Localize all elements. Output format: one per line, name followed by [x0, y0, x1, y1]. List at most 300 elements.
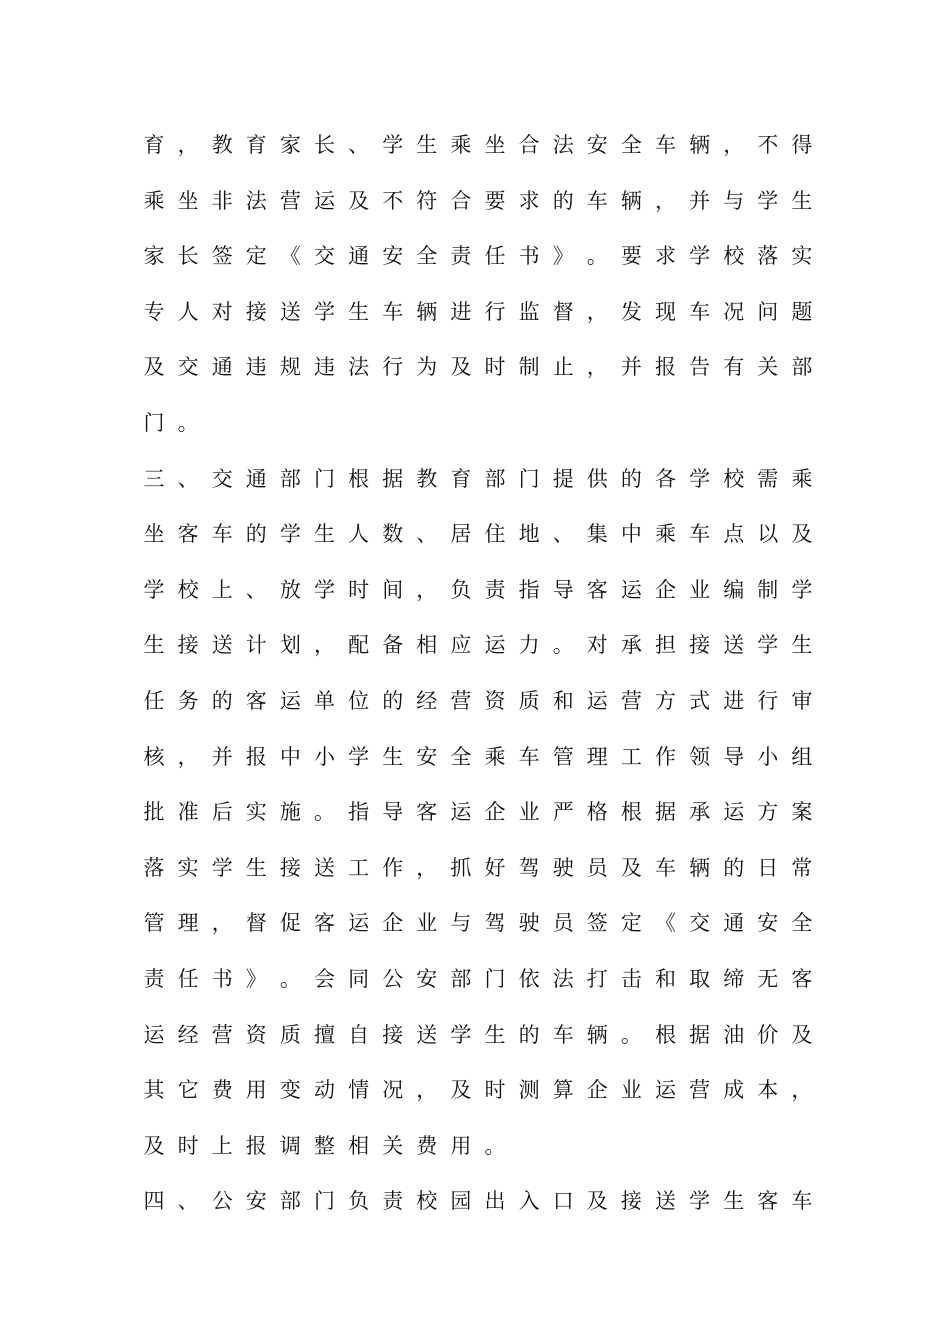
text-char: 作 — [655, 744, 676, 769]
text-char: 变 — [279, 1078, 301, 1103]
text-char: 接 — [689, 633, 711, 658]
text-char: 安 — [245, 1189, 267, 1214]
text-char: 签 — [211, 244, 233, 269]
text-char: 运 — [348, 911, 370, 936]
text-char: 乘 — [484, 744, 506, 769]
text-char: 责 — [450, 244, 472, 269]
text-char: 生 — [723, 1189, 745, 1214]
text-char: 根 — [348, 466, 370, 491]
text-char: 长 — [314, 133, 335, 157]
text-char: 运 — [143, 1022, 165, 1047]
text-char: 成 — [723, 1078, 745, 1103]
text-char: 辆 — [620, 188, 642, 213]
text-char: 责 — [484, 577, 506, 602]
text-char: 严 — [552, 800, 574, 825]
text-char: 车 — [518, 744, 540, 769]
text-char: 门 — [518, 466, 540, 491]
text-char: 门 — [484, 966, 506, 991]
text-char: 学 — [689, 466, 711, 491]
text-line — [144, 1127, 824, 1183]
text-line — [144, 237, 824, 293]
text-char: 运 — [314, 188, 335, 213]
text-char: 生 — [348, 299, 370, 324]
text-char: 担 — [655, 633, 676, 658]
text-char: 需 — [757, 466, 779, 491]
text-char: 。 — [620, 1022, 642, 1047]
text-char: 规 — [279, 355, 301, 380]
text-char: 进 — [723, 688, 745, 713]
text-char: 生 — [791, 633, 813, 658]
text-line — [144, 571, 824, 627]
text-char: 生 — [484, 1022, 506, 1047]
text-line — [144, 904, 824, 960]
text-char: 车 — [552, 1022, 574, 1047]
text-char: 自 — [348, 1022, 370, 1047]
text-char: 审 — [791, 688, 813, 713]
text-char: 放 — [279, 577, 301, 602]
text-char: 书 — [518, 244, 540, 269]
text-char: 行 — [382, 355, 404, 380]
text-char: 资 — [245, 1022, 267, 1047]
text-char: 门 — [314, 1189, 335, 1214]
text-char: 及 — [620, 855, 642, 880]
text-char: 居 — [450, 522, 472, 547]
text-char: 车 — [689, 299, 711, 324]
text-char: 价 — [757, 1022, 779, 1047]
text-char: 运 — [723, 800, 745, 825]
text-char: 报 — [245, 1133, 267, 1158]
text-char: 要 — [484, 188, 506, 213]
text-char: 现 — [655, 299, 676, 324]
text-char: 制 — [757, 577, 779, 602]
text-char: 入 — [518, 1189, 540, 1214]
text-char: 用 — [245, 1078, 267, 1103]
text-char: 力 — [518, 633, 540, 658]
text-line — [144, 348, 824, 404]
text-char: 数 — [382, 522, 404, 547]
text-char: 接 — [620, 1189, 642, 1214]
text-char: 理 — [177, 911, 199, 936]
text-char: 。 — [552, 633, 574, 658]
text-char: 为 — [416, 355, 438, 380]
text-char: 辆 — [689, 133, 711, 157]
text-char: 育 — [245, 133, 267, 157]
text-line — [144, 515, 824, 571]
text-char: 》 — [552, 244, 574, 269]
text-char: 符 — [416, 188, 438, 213]
text-char: 家 — [279, 133, 301, 157]
text-char: 安 — [416, 744, 438, 769]
text-char: 接 — [279, 855, 301, 880]
text-char: 生 — [143, 633, 165, 658]
text-char: ， — [416, 1078, 438, 1103]
text-char: 常 — [791, 855, 813, 880]
text-char: 及 — [143, 1133, 165, 1158]
text-char: 公 — [211, 1189, 233, 1214]
text-char: 编 — [723, 577, 745, 602]
text-char: 坐 — [143, 522, 165, 547]
text-char: 部 — [450, 966, 472, 991]
text-char: 的 — [211, 688, 233, 713]
text-char: 通 — [348, 244, 370, 269]
text-char: 油 — [723, 1022, 745, 1047]
text-char: 的 — [518, 1022, 540, 1047]
text-char: 部 — [791, 355, 813, 380]
text-char: 备 — [382, 633, 404, 658]
text-char: 地 — [518, 522, 540, 547]
text-char: 任 — [484, 244, 506, 269]
text-char: 学 — [211, 855, 233, 880]
text-char: 位 — [348, 688, 370, 713]
text-char: 组 — [791, 744, 813, 769]
text-char: 生 — [791, 188, 813, 213]
text-char: 整 — [314, 1133, 335, 1158]
text-char: 务 — [177, 688, 199, 713]
text-char: 费 — [416, 1133, 438, 1158]
text-char: 营 — [620, 688, 642, 713]
text-line — [144, 626, 824, 682]
text-char: 得 — [791, 133, 813, 157]
text-char: 《 — [655, 911, 676, 936]
text-char: 营 — [211, 1022, 233, 1047]
text-char: 告 — [689, 355, 711, 380]
text-char: 合 — [450, 188, 472, 213]
text-char: 用 — [450, 1133, 472, 1158]
text-char: 全 — [416, 244, 438, 269]
text-char: 管 — [143, 911, 165, 936]
text-char: 合 — [518, 133, 540, 157]
text-char: 的 — [620, 466, 642, 491]
text-char: 及 — [586, 1189, 608, 1214]
text-char: 它 — [177, 1078, 199, 1103]
text-char: 时 — [484, 1078, 506, 1103]
text-char: 驾 — [484, 911, 506, 936]
text-char: 定 — [620, 911, 642, 936]
text-char: ， — [586, 299, 608, 324]
text-char: 育 — [450, 466, 472, 491]
text-char: 送 — [314, 855, 335, 880]
text-char: 、 — [552, 522, 574, 547]
text-char: 进 — [450, 299, 472, 324]
text-char: 小 — [314, 744, 335, 769]
text-char: 导 — [723, 744, 745, 769]
text-char: 交 — [177, 355, 199, 380]
text-char: 驾 — [518, 855, 540, 880]
text-char: 集 — [586, 522, 608, 547]
text-char: ， — [314, 633, 335, 658]
text-char: 车 — [382, 299, 404, 324]
text-char: 及 — [450, 355, 472, 380]
text-char: 测 — [518, 1078, 540, 1103]
text-char: 据 — [382, 466, 404, 491]
text-char: 上 — [211, 577, 233, 602]
text-char: 关 — [382, 1133, 404, 1158]
text-char: 公 — [382, 966, 404, 991]
text-char: 坐 — [484, 133, 506, 157]
text-char: 好 — [484, 855, 506, 880]
text-char: 辆 — [416, 299, 438, 324]
text-char: 行 — [484, 299, 506, 324]
text-char: 中 — [620, 522, 642, 547]
text-char: 专 — [143, 299, 165, 324]
text-char: 配 — [348, 633, 370, 658]
text-char: 以 — [757, 522, 779, 547]
text-char: 批 — [143, 800, 165, 825]
text-char: 施 — [279, 800, 301, 825]
text-char: 坐 — [177, 188, 199, 213]
text-char: 与 — [723, 188, 745, 213]
text-char: 客 — [757, 1189, 779, 1214]
text-char: 营 — [450, 688, 472, 713]
text-char: 质 — [518, 688, 540, 713]
text-char: 安 — [586, 133, 608, 157]
text-char: 落 — [757, 244, 779, 269]
text-body — [144, 126, 824, 1238]
text-char: 止 — [552, 355, 574, 380]
text-char: 划 — [279, 633, 301, 658]
text-char: 业 — [689, 577, 711, 602]
text-char: 求 — [655, 244, 676, 269]
text-char: 全 — [620, 133, 642, 157]
text-char: 四 — [143, 1189, 165, 1214]
text-char: 校 — [177, 577, 199, 602]
text-char: 和 — [552, 688, 574, 713]
text-char: 取 — [689, 966, 711, 991]
text-char: 依 — [518, 966, 540, 991]
text-char: 的 — [245, 522, 267, 547]
text-char: 式 — [689, 688, 711, 713]
text-char: 承 — [689, 800, 711, 825]
text-char: 通 — [211, 355, 233, 380]
text-char: 承 — [620, 633, 642, 658]
text-char: 驶 — [518, 911, 540, 936]
text-char: 经 — [416, 688, 438, 713]
text-char: 况 — [382, 1078, 404, 1103]
text-char: 其 — [143, 1078, 165, 1103]
text-char: 督 — [552, 299, 574, 324]
text-line — [144, 960, 824, 1016]
text-char: 及 — [791, 522, 813, 547]
text-char: 乘 — [450, 133, 472, 157]
text-char: 算 — [552, 1078, 574, 1103]
text-char: 车 — [655, 855, 676, 880]
text-char: ， — [211, 911, 233, 936]
text-char: 运 — [655, 1078, 676, 1103]
text-char: 据 — [655, 800, 676, 825]
text-char: 校 — [723, 244, 745, 269]
text-char: 的 — [723, 855, 745, 880]
text-char: 人 — [177, 299, 199, 324]
text-char: 擅 — [314, 1022, 335, 1047]
text-char: 法 — [552, 133, 574, 157]
text-char: 书 — [211, 966, 233, 991]
text-char: 实 — [177, 855, 199, 880]
text-char: 运 — [620, 577, 642, 602]
text-char: 车 — [586, 188, 608, 213]
text-char: 安 — [416, 966, 438, 991]
text-char: 》 — [245, 966, 267, 991]
text-char: 问 — [757, 299, 779, 324]
text-char: ， — [586, 355, 608, 380]
text-char: 求 — [518, 188, 540, 213]
text-line — [144, 793, 824, 849]
text-char: 业 — [620, 1078, 642, 1103]
text-char: 工 — [348, 855, 370, 880]
text-char: 、 — [245, 577, 267, 602]
text-char: 。 — [314, 800, 335, 825]
text-char: 领 — [689, 744, 711, 769]
text-char: 作 — [382, 855, 404, 880]
text-char: 送 — [655, 1189, 676, 1214]
text-char: 提 — [552, 466, 574, 491]
text-char: 应 — [450, 633, 472, 658]
text-char: 报 — [655, 355, 676, 380]
text-char: 长 — [177, 244, 199, 269]
text-char: 车 — [689, 522, 711, 547]
text-char: 违 — [314, 355, 335, 380]
text-char: 不 — [382, 188, 404, 213]
text-char: ， — [416, 855, 438, 880]
text-char: 乘 — [655, 522, 676, 547]
text-char: 学 — [757, 188, 779, 213]
text-char: 通 — [245, 466, 267, 491]
text-char: 各 — [655, 466, 676, 491]
text-char: 学 — [791, 577, 813, 602]
text-char: 抓 — [450, 855, 472, 880]
text-char: 生 — [382, 744, 404, 769]
text-char: 生 — [416, 133, 438, 157]
text-char: 人 — [348, 522, 370, 547]
text-char: 无 — [757, 966, 779, 991]
text-char: 校 — [723, 466, 745, 491]
text-char: 签 — [586, 911, 608, 936]
text-char: 日 — [757, 855, 779, 880]
text-char: 资 — [484, 688, 506, 713]
text-char: 相 — [416, 633, 438, 658]
text-char: 相 — [348, 1133, 370, 1158]
text-char: 企 — [382, 911, 404, 936]
text-char: 及 — [348, 188, 370, 213]
text-char: 情 — [348, 1078, 370, 1103]
text-char: 、 — [177, 466, 199, 491]
text-char: 和 — [655, 966, 676, 991]
text-char: 送 — [416, 1022, 438, 1047]
text-char: 及 — [791, 1022, 813, 1047]
text-char: ， — [655, 188, 676, 213]
text-char: 督 — [245, 911, 267, 936]
text-char: 学 — [348, 744, 370, 769]
text-char: 理 — [586, 744, 608, 769]
text-char: 业 — [416, 911, 438, 936]
text-char: 驶 — [552, 855, 574, 880]
text-char: 违 — [245, 355, 267, 380]
text-char: 企 — [484, 800, 506, 825]
text-char: 并 — [620, 355, 642, 380]
text-char: 全 — [450, 744, 472, 769]
text-char: 辆 — [586, 1022, 608, 1047]
text-char: 住 — [484, 522, 506, 547]
text-line — [144, 738, 824, 794]
text-char: 运 — [450, 800, 472, 825]
text-char: ， — [723, 133, 745, 157]
text-char: 运 — [586, 688, 608, 713]
text-char: 。 — [177, 410, 199, 435]
text-char: 门 — [314, 466, 335, 491]
text-line — [144, 182, 824, 238]
text-char: 方 — [757, 800, 779, 825]
text-char: 准 — [177, 800, 199, 825]
text-char: 客 — [314, 911, 335, 936]
text-char: 业 — [518, 800, 540, 825]
text-char: 不 — [757, 133, 779, 157]
text-char: 负 — [450, 577, 472, 602]
text-char: 。 — [586, 244, 608, 269]
text-char: 击 — [620, 966, 642, 991]
text-char: 出 — [484, 1189, 506, 1214]
text-char: ， — [177, 744, 199, 769]
text-char: 题 — [791, 299, 813, 324]
text-char: 及 — [450, 1078, 472, 1103]
text-char: 况 — [723, 299, 745, 324]
text-char: 促 — [279, 911, 301, 936]
text-char: 根 — [620, 800, 642, 825]
text-char: 学 — [689, 244, 711, 269]
text-char: 生 — [245, 855, 267, 880]
text-char: 本 — [757, 1078, 779, 1103]
text-char: 费 — [211, 1078, 233, 1103]
text-char: 时 — [348, 577, 370, 602]
text-char: 非 — [211, 188, 233, 213]
text-char: 行 — [757, 688, 779, 713]
text-char: 学 — [382, 133, 404, 157]
text-line — [144, 1016, 824, 1072]
text-char: 企 — [655, 577, 676, 602]
text-char: 单 — [314, 688, 335, 713]
text-char: 学 — [757, 633, 779, 658]
text-line — [144, 460, 824, 516]
text-char: 落 — [143, 855, 165, 880]
text-char: 同 — [348, 966, 370, 991]
text-char: 校 — [416, 1189, 438, 1214]
text-char: 教 — [211, 133, 233, 157]
text-char: 要 — [620, 244, 642, 269]
text-char: 时 — [177, 1133, 199, 1158]
text-char: 点 — [723, 522, 745, 547]
text-char: 运 — [484, 633, 506, 658]
text-char: 指 — [348, 800, 370, 825]
text-char: 交 — [689, 911, 711, 936]
text-char: 监 — [518, 299, 540, 324]
text-char: 案 — [791, 800, 813, 825]
text-char: 、 — [348, 133, 370, 157]
text-line — [144, 293, 824, 349]
text-char: 学 — [689, 1189, 711, 1214]
text-char: 导 — [552, 577, 574, 602]
text-char: 核 — [143, 744, 165, 769]
text-char: ， — [416, 577, 438, 602]
text-char: 质 — [279, 1022, 301, 1047]
text-char: 并 — [211, 744, 233, 769]
text-char: 运 — [279, 688, 301, 713]
text-line — [144, 849, 824, 905]
text-char: 车 — [211, 522, 233, 547]
text-char: 辆 — [689, 855, 711, 880]
text-char: 有 — [723, 355, 745, 380]
text-char: 动 — [314, 1078, 335, 1103]
text-char: 间 — [382, 577, 404, 602]
text-line — [144, 404, 824, 460]
text-char: 发 — [620, 299, 642, 324]
